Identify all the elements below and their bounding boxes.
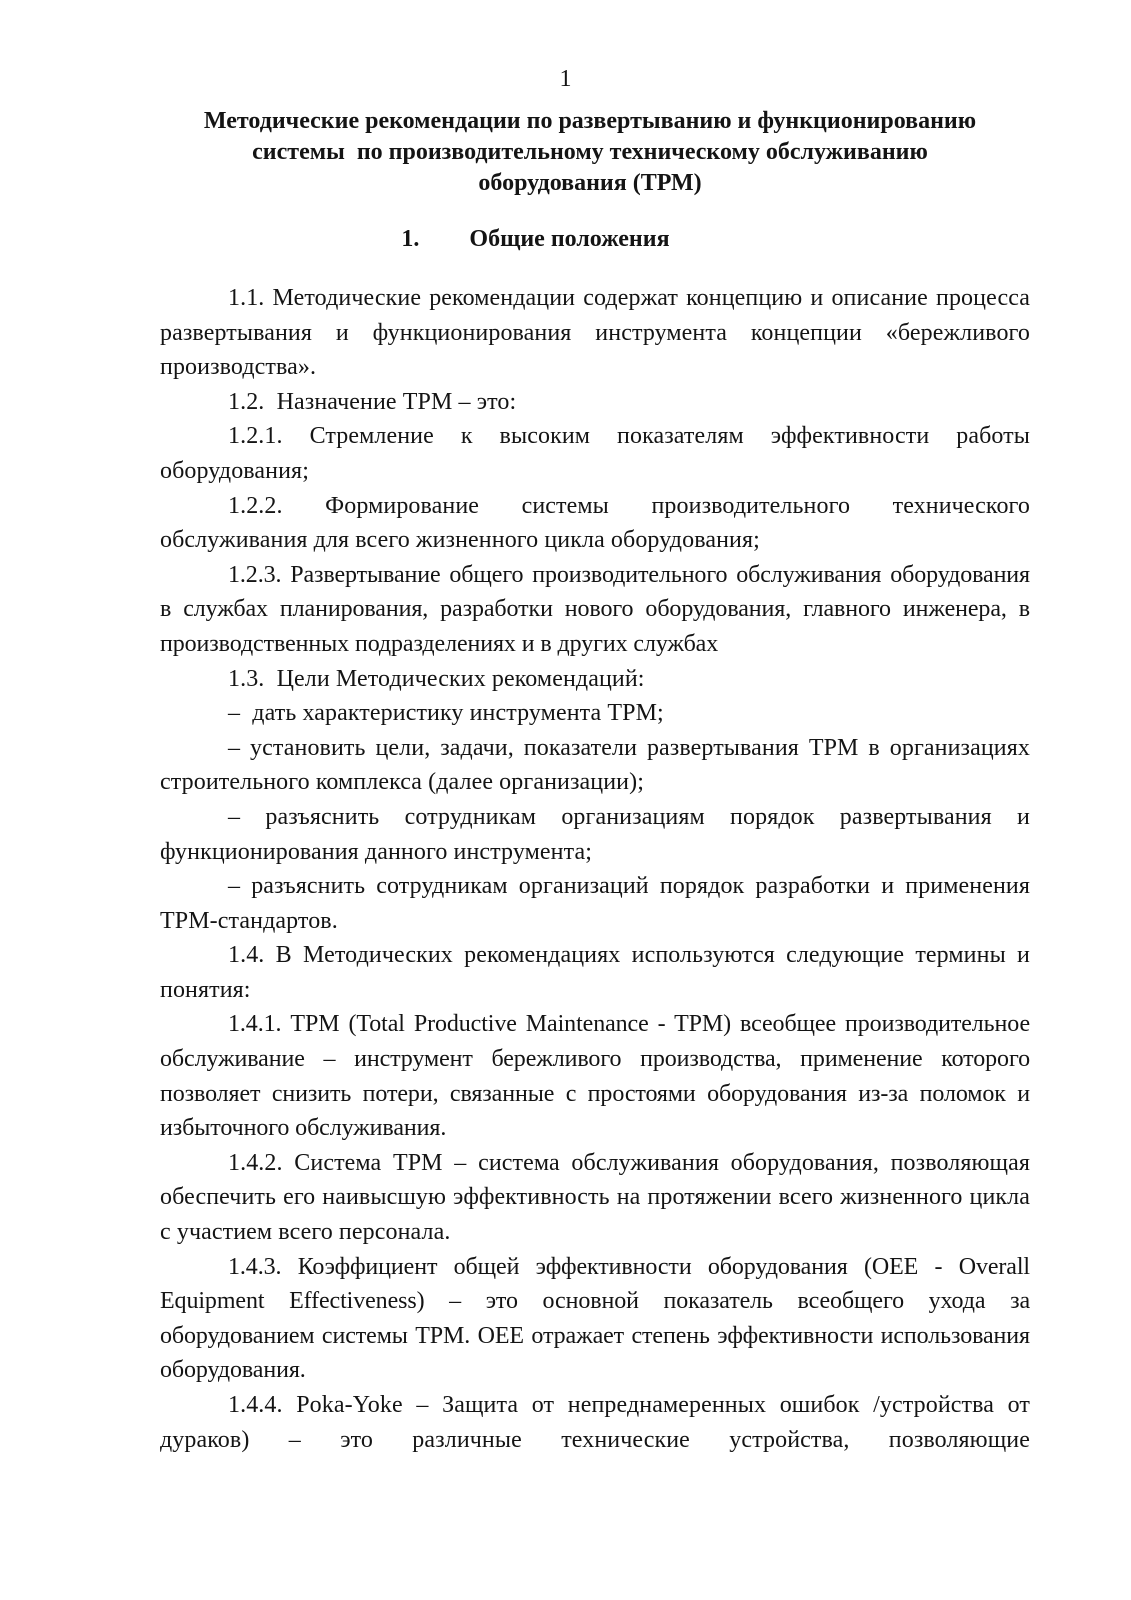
paragraph-1-3: 1.3. Цели Методических рекомендаций: [228, 665, 645, 692]
goal-item-1: – дать характеристику инструмента ТРМ; [228, 700, 664, 727]
paragraph-1-2: 1.2. Назначение ТРМ – это: [228, 388, 517, 415]
paragraph-1-4-2: 1.4.2. Система ТРМ – система обслуживания оборудования, позволяющая обеспечить его наивысшую эффективность на протяжении всего жизненного цикла с участием всего персонала. [160, 1149, 1030, 1246]
paragraph-1-2-3: 1.2.3. Развертывание общего производительного обслуживания оборудования в службах планирования, разработки нового оборудования, главного инженера, в производственных подразделениях и в других службах [160, 561, 1030, 657]
paragraph-1-2-2: 1.2.2. Формирование системы производительного технического обслуживания для всего жизненного цикла оборудования; [160, 492, 1030, 554]
paragraph-1-2-1: 1.2.1. Стремление к высоким показателям эффективности работы оборудования; [160, 423, 1030, 484]
goal-item-4: – разъяснить сотрудникам организаций порядок разработки и применения ТРМ-стандартов. [160, 873, 1030, 934]
section-heading [0, 222, 1131, 256]
section-title: Общие положения [469, 226, 670, 252]
goal-item-3: – разъяснить сотрудникам организациям порядок развертывания и функционирования данного инструмента; [160, 803, 1030, 865]
paragraph-1-4-1: 1.4.1. ТРМ (Total Productive Maintenance - TPM) всеобщее производительное обслуживание – инструмент бережливого производства, применение которого позволяет снизить потери, связанные с простоями оборудования из-за поломок и избыточного обслуживания. [160, 1011, 1030, 1142]
section-number: 1. [401, 226, 420, 252]
title-line-3: оборудования (ТРМ) [478, 170, 702, 196]
goal-item-2: – установить цели, задачи, показатели развертывания ТРМ в организациях строительного комплекса (далее организации); [160, 734, 1030, 796]
title-line-1: Методические рекомендации по развертыванию и функционированию [203, 108, 977, 134]
paragraph-1-4: 1.4. В Методических рекомендациях используются следующие термины и понятия: [160, 942, 1030, 1003]
title-line-2: системы по производительному техническому обслуживанию [252, 139, 928, 165]
document-body [160, 281, 1030, 1457]
paragraph-1-4-4: 1.4.4. Poka-Yoke – Защита от непреднамеренных ошибок /устройства от дураков) – это различные технические устройства, позволяющие [160, 1392, 1030, 1453]
paragraph-1-1: 1.1. Методические рекомендации содержат концепцию и описание процесса развертывания и функционирования инструмента концепции «бережливого производства». [160, 285, 1030, 381]
document-title [130, 106, 1050, 199]
paragraph-1-4-3: 1.4.3. Коэффициент общей эффективности оборудования (OEE - Overall Equipment Effectiveness) – это основной показатель всеобщего ухода за оборудованием системы ТРМ. OEE отражает степень эффективности использования оборудования. [160, 1253, 1030, 1384]
page-number: 1 [559, 66, 572, 92]
